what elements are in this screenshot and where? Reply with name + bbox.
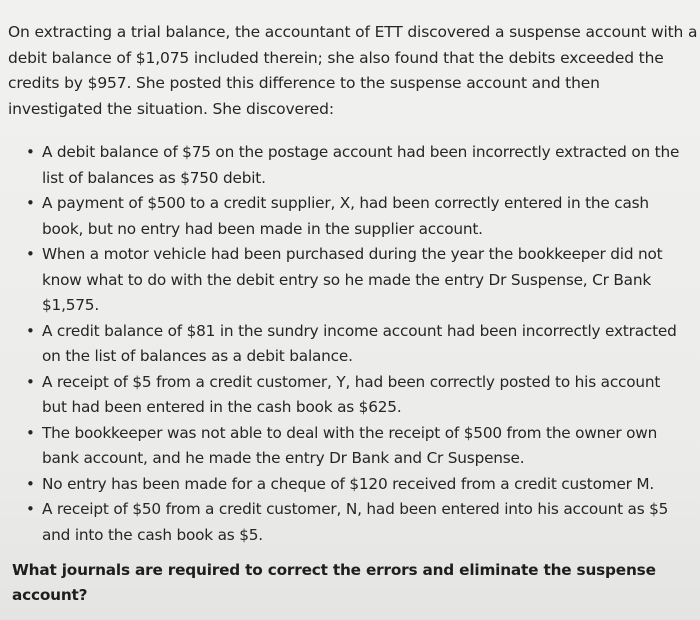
list-item-text: A payment of $500 to a credit supplier, X, had been correctly entered in the cash book, but no entry had been made in the supplier account. — [42, 194, 649, 238]
list-item-text: A credit balance of $81 in the sundry income account had been incorrectly extracted on the list of balances as a debit balance. — [42, 321, 677, 365]
list-item — [0, 319, 700, 370]
bullet-list — [0, 140, 700, 548]
list-item-text: A receipt of $5 from a credit customer, Y, had been correctly posted to his account but had been entered in the cash book as $625. — [42, 372, 661, 416]
bullet-icon: • — [26, 143, 35, 161]
list-item-text: The bookkeeper was not able to deal with the receipt of $500 from the owner own bank account, and he made the entry Dr Bank and Cr Suspense. — [42, 423, 658, 467]
bullet-icon: • — [26, 372, 35, 391]
list-item — [0, 140, 700, 191]
bullet-icon: • — [26, 500, 35, 518]
list-item-text: A receipt of $50 from a credit customer, N, had been entered into his account as $5 and into the cash book as $5. — [42, 500, 669, 544]
bullet-icon: • — [26, 321, 35, 340]
question-text: What journals are required to correct the errors and eliminate the suspense account? — [12, 561, 656, 604]
list-item — [0, 370, 700, 421]
list-item — [0, 497, 700, 548]
list-item — [0, 421, 700, 472]
list-item — [0, 472, 700, 498]
list-item-text: When a motor vehicle had been purchased during the year the bookkeeper did not know what to do with the debit entry so he made the entry Dr Suspense, Cr Bank $1,575. — [42, 245, 663, 314]
list-item-text: No entry has been made for a cheque of $120 received from a credit customer M. — [42, 474, 655, 493]
bullet-icon: • — [26, 245, 35, 263]
list-item — [0, 242, 700, 319]
bullet-icon: • — [26, 194, 35, 212]
intro-paragraph: On extracting a trial balance, the accountant of ETT discovered a suspense account with a debit balance of $1,075 included therein; she also found that the debits exceeded the credits by $957. She posted this difference to the suspense account and then investigated the situation. She discovered: — [8, 23, 698, 118]
list-item — [0, 191, 700, 242]
bullet-icon: • — [26, 474, 35, 493]
bullet-icon: • — [26, 423, 35, 442]
list-item-text: A debit balance of $75 on the postage account had been incorrectly extracted on the list of balances as $750 debit. — [42, 143, 680, 187]
